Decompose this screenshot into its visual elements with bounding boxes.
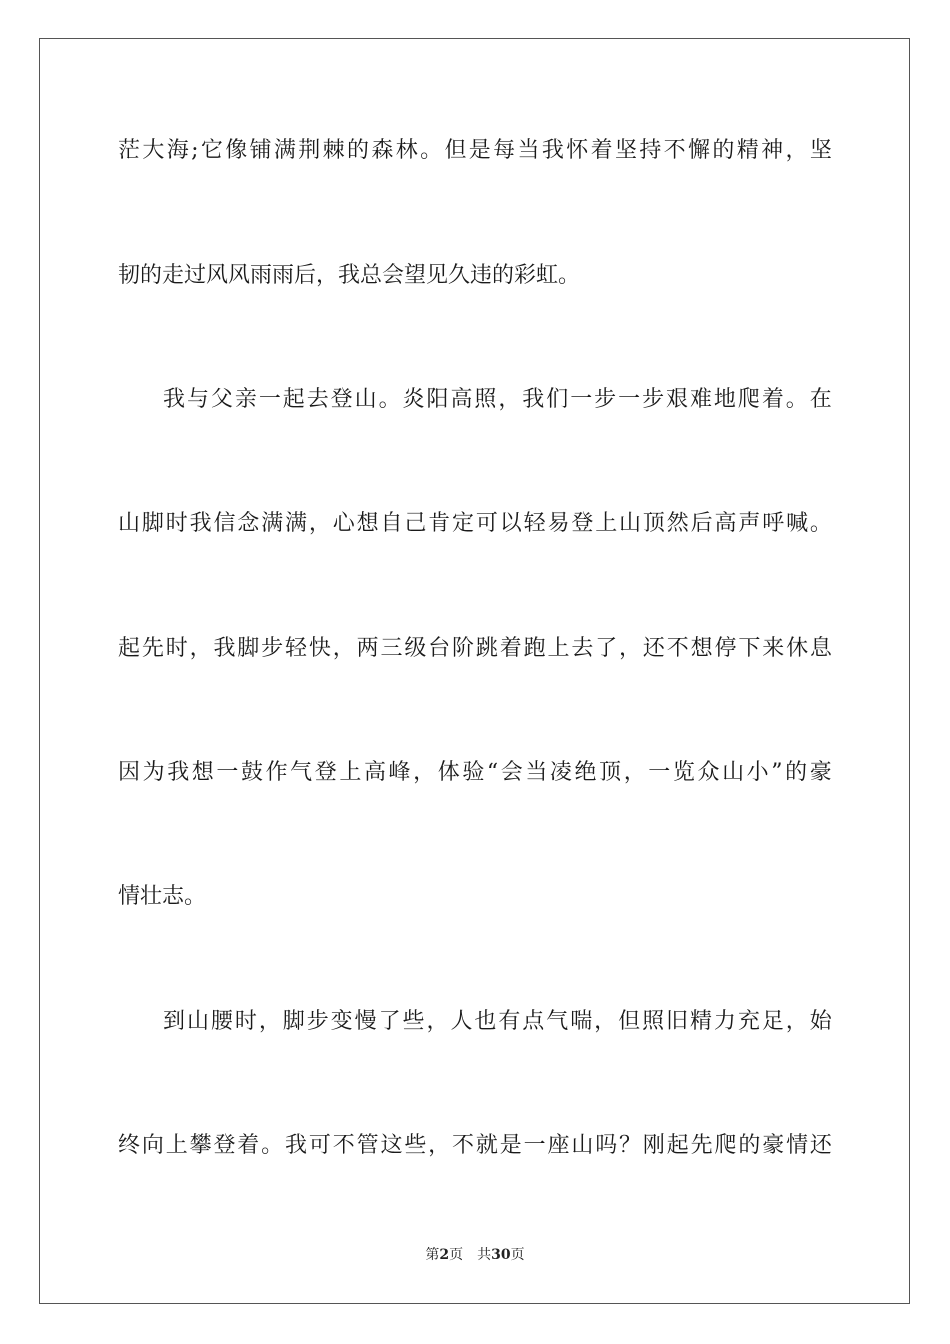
text-line-6 [118,758,838,788]
text-line-9-content: 终 向 上 攀 登 着 。 我 可 不 管 这 些 ， 不 就 是 一 座 山 吗 ？ 刚 起 先 爬 的 豪 情 还 [118,1133,832,1158]
text-line-5 [118,634,838,664]
text-line-4 [118,509,838,539]
page-footer [0,1245,950,1265]
footer-page-suffix: 页 [449,1247,464,1263]
footer-total-number: 30 [491,1247,511,1263]
text-line-8 [163,1007,883,1037]
text-line-5-content: 起 先 时 ， 我 脚 步 轻 快 ， 两 三 级 台 阶 跳 着 跑 上 去 了 ， 还 不 想 停 下 来 休 息 [118,636,832,661]
text-line-6-content: 因 为 我 想 一 鼓 作 气 登 上 高 峰 ， 体 验 “ 会 当 凌 绝 顶 ， 一 览 众 山 小 ” 的 豪 [118,760,832,785]
footer-page-number: 2 [439,1247,450,1263]
text-line-9 [118,1131,838,1161]
text-line-7: 情壮志。 [118,884,207,909]
text-line-8-content: 到 山 腰 时 ， 脚 步 变 慢 了 些 ， 人 也 有 点 气 喘 ， 但 照 旧 精 力 充 足 ， 始 [163,1009,832,1034]
text-line-1 [118,136,838,166]
page-border [39,38,910,1304]
text-line-4-content: 山 脚 时 我 信 念 满 满 ， 心 想 自 己 肯 定 可 以 轻 易 登 上 山 顶 然 后 高 声 呼 喊 。 [118,511,832,536]
text-line-3-content: 我 与 父 亲 一 起 去 登 山 。 炎 阳 高 照 ， 我 们 一 步 一 步 艰 难 地 爬 着 。 在 [163,387,832,412]
footer-total-prefix: 共 [477,1247,492,1263]
text-line-1-content: 茫 大 海 ; 它 像 铺 满 荆 棘 的 森 林 。 但 是 每 当 我 怀 着 坚 持 不 懈 的 精 神 ， 坚 [118,138,832,163]
footer-page-prefix: 第 [425,1247,440,1263]
text-line-2: 韧的走过风风雨雨后，我总会望见久违的彩虹。 [118,263,581,288]
footer-total-suffix: 页 [510,1247,525,1263]
text-line-3 [163,385,883,415]
